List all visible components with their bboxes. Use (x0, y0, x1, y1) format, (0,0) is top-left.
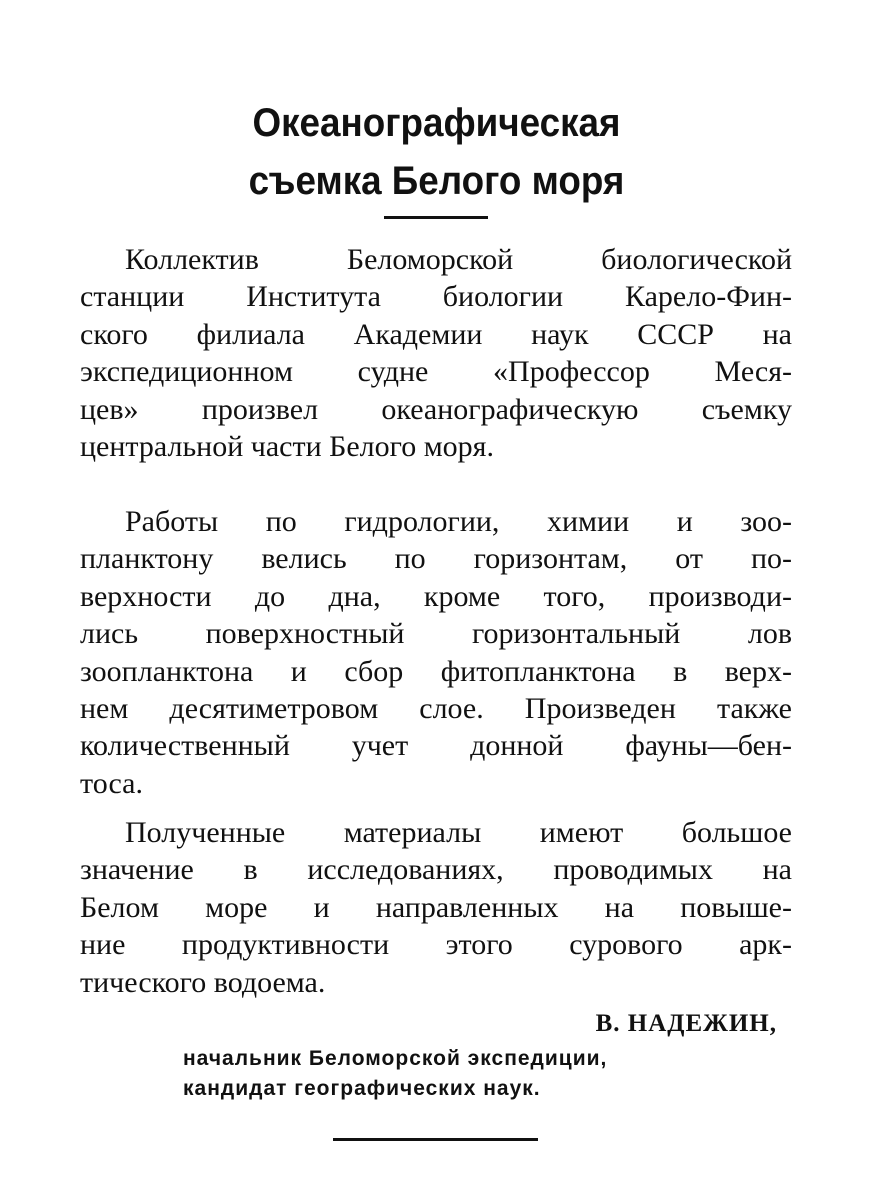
paragraph-line: зоопланктона и сбор фитопланктона в верх- (80, 654, 792, 688)
paragraph-line: станции Института биологии Карело-Фин- (80, 280, 792, 314)
paragraph-line: верхности до дна, кроме того, производи- (80, 579, 792, 613)
paragraph-line: Полученные материалы имеют большое (125, 816, 792, 849)
paragraph-line: планктону велись по горизонтам, от по- (80, 542, 792, 576)
paragraph-line: Коллектив Беломорской биологической (125, 243, 792, 276)
author-role: начальник Беломорской экспедиции, (183, 1047, 608, 1070)
article-paragraph-2 (80, 503, 792, 802)
paragraph-line: экспедиционном судне «Профессор Меся- (80, 355, 792, 389)
paragraph-line: значение в исследованиях, проводимых на (80, 853, 792, 887)
author-degree: кандидат географических наук. (183, 1077, 541, 1100)
paragraph-line: количественный учет донной фауны—бен- (80, 729, 792, 763)
paragraph-line: цев» произвел океанографическую съемку (80, 392, 792, 426)
end-divider (333, 1138, 538, 1141)
article-title-line-1: Океанографическая (252, 101, 621, 145)
article-paragraph-3 (80, 814, 792, 1001)
article-title-line-2: съемка Белого моря (248, 159, 625, 203)
title-divider (384, 216, 488, 219)
paragraph-line: Работы по гидрологии, химии и зоо- (125, 505, 792, 538)
paragraph-line: тического водоема. (80, 965, 326, 999)
paragraph-line: нем десятиметровом слое. Произведен также (80, 692, 792, 726)
paragraph-line: лись поверхностный горизонтальный лов (80, 617, 792, 651)
paragraph-line: Белом море и направленных на повыше- (80, 890, 792, 924)
paragraph-line: ние продуктивности этого сурового арк- (80, 928, 792, 962)
paragraph-line: центральной части Белого моря. (80, 430, 494, 464)
paragraph-line: ского филиала Академии наук СССР на (80, 317, 792, 351)
author-name: В. НАДЕЖИН, (595, 1010, 777, 1037)
article-paragraph-1 (80, 241, 792, 465)
paragraph-line: тоса. (80, 766, 143, 800)
